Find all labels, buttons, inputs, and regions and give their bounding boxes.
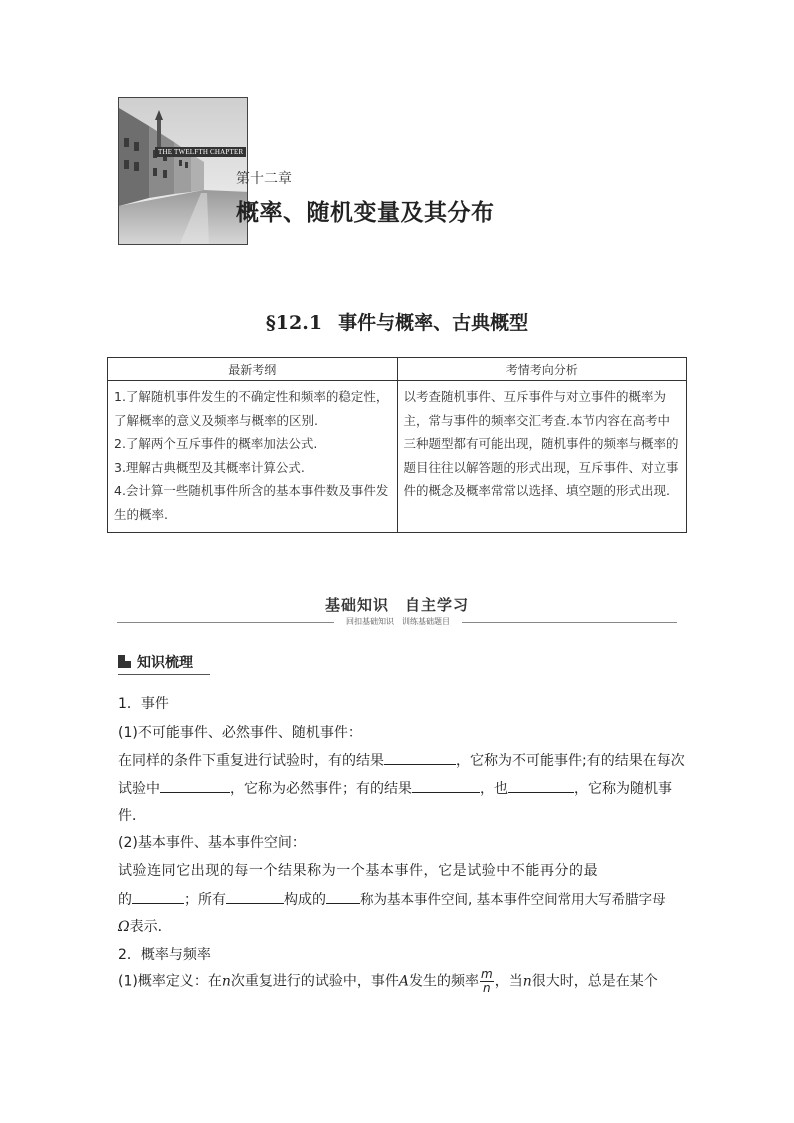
text-run: ，当 (494, 973, 523, 990)
subheading-event-types: (1)不可能事件、必然事件、随机事件： (118, 725, 362, 741)
analysis-text: 以考查随机事件、互斥事件与对立事件的概率为主，常与事件的频率交汇考查.本节内容在高考中三种题型都有可能出现，随机事件的频率与概率的题目往往以解答题的形式出现，互斥事件、对立事件的概念及概率常常以选择、填空题的形式出现. (403, 389, 679, 498)
paragraph-line (118, 916, 172, 936)
syllabus-item: 1.了解随机事件发生的不确定性和频率的稳定性，了解概率的意义及频率与概率的区别. (114, 389, 389, 428)
paragraph-line (118, 778, 672, 798)
section-heading (0, 308, 794, 335)
section-title: 事件与概率、古典概型 (338, 312, 529, 334)
fill-blank (326, 889, 360, 904)
math-variable: n (221, 973, 231, 990)
paragraph-line (118, 750, 685, 770)
math-variable: n (522, 973, 532, 990)
subsection-underline (118, 674, 210, 675)
table-header-row (108, 358, 687, 381)
math-variable: A (398, 973, 409, 990)
text-run: ，它称为不可能事件;有的结果在每次 (456, 753, 685, 769)
fill-blank (412, 778, 480, 793)
fill-blank (226, 889, 284, 904)
text-run: 在同样的条件下重复进行试验时，有的结果 (118, 753, 384, 769)
part-subtitle: 回扣基础知识 训练基础题目 (346, 617, 450, 626)
paragraph-line (118, 888, 666, 909)
paragraph-line (118, 968, 658, 995)
chapter-cover-photo (118, 97, 248, 245)
text-run: 很大时，总是在某个 (531, 973, 658, 990)
heading-events: 1．事件 (118, 696, 169, 712)
text-run: 构成的 (284, 892, 326, 908)
part-title: 基础知识 自主学习 (324, 596, 469, 614)
text-run: (1)概率定义：在 (118, 973, 222, 990)
paragraph-line: 试验连同它出现的每一个结果称为一个基本事件，它是试验中不能再分的最 (118, 863, 599, 879)
square-bullet-icon (118, 655, 131, 668)
section-number: §12.1 (265, 312, 323, 334)
table-header-cell: 最新考纲 (108, 358, 398, 381)
text-run: 次重复进行的试验中，事件 (230, 973, 399, 990)
table-header-cell: 考情考向分析 (397, 358, 687, 381)
fraction-numerator: m (481, 967, 493, 981)
fill-blank (132, 889, 184, 904)
text-run: 称为基本事件空间, 基本事件空间常用大写希腊字母 (360, 892, 666, 908)
exam-outline-table (107, 357, 687, 533)
divider-line (462, 622, 677, 623)
subsection-title: 知识梳理 (137, 655, 193, 671)
omega-symbol: Ω (118, 919, 130, 935)
divider-line (117, 622, 334, 623)
fill-blank (508, 778, 574, 793)
fraction-denominator: n (483, 981, 491, 995)
text-run: 的 (118, 892, 132, 908)
paragraph-line: 件． (118, 808, 146, 824)
text-run: ，它称为随机事 (574, 781, 672, 797)
text-run: ，也 (480, 781, 508, 797)
fraction-m-over-n (480, 968, 494, 995)
text-run: ；所有 (184, 892, 226, 908)
fill-blank (384, 750, 456, 765)
text-run: ，它称为必然事件；有的结果 (230, 781, 412, 797)
text-run: 试验中 (118, 781, 160, 797)
table-row (108, 381, 687, 533)
syllabus-item: 3.理解古典概型及其概率计算公式. (114, 459, 305, 475)
syllabus-item: 4.会计算一些随机事件所含的基本事件数及事件发生的概率. (114, 483, 389, 522)
fill-blank (160, 778, 230, 793)
syllabus-cell (108, 381, 398, 533)
subheading-sample-space: (2)基本事件、基本事件空间： (118, 835, 306, 851)
text-run: 表示． (129, 919, 172, 935)
analysis-cell (397, 381, 687, 533)
chapter-title: 概率、随机变量及其分布 (236, 200, 495, 226)
street-photo-illustration (119, 98, 248, 245)
syllabus-item: 2.了解两个互斥事件的概率加法公式. (114, 436, 318, 451)
chapter-english-tag: THE TWELFTH CHAPTER (155, 147, 246, 157)
chapter-number: 第十二章 (236, 171, 292, 187)
heading-probability-frequency: 2．概率与频率 (118, 947, 211, 963)
text-run: 发生的频率 (409, 973, 479, 990)
